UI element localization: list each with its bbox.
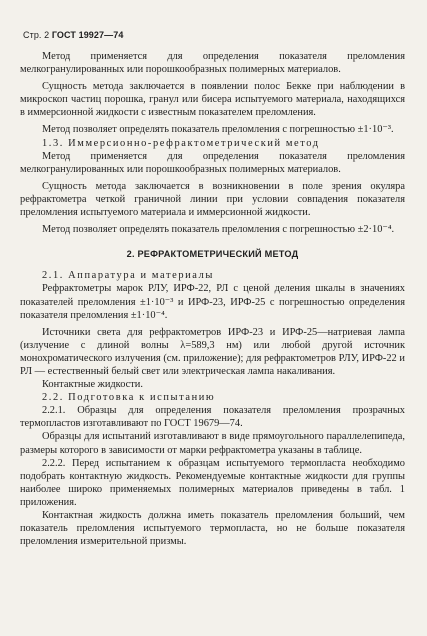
paragraph: Контактные жидкости. xyxy=(42,379,143,391)
subsection-title: 2.1. Аппаратура и материалы xyxy=(42,270,214,282)
document-body xyxy=(20,50,405,548)
paragraph: Рефрактометры марок РЛУ, ИРФ-22, РЛ с ценой деления шкалы в значениях показателей преломления ±1·10⁻³ и ИРФ-23, ИРФ-25 с погрешностью определения показателя преломления ±1·10⁻⁴. xyxy=(20,283,405,321)
page-header xyxy=(23,30,123,40)
section-heading: 2. РЕФРАКТОМЕТРИЧЕСКИЙ МЕТОД xyxy=(126,249,299,260)
paragraph: Метод применяется для определения показателя преломления мелкогранулированных или порошкообразных полимерных материалов. xyxy=(20,150,405,175)
paragraph: 2.2.1. Образцы для определения показателя преломления прозрачных термопластов изготавливают по ГОСТ 19679—74. xyxy=(20,405,405,430)
section-title: 1.3. Иммерсионно-рефрактометрический метод xyxy=(42,137,320,149)
paragraph: Образцы для испытаний изготавливают в виде прямоугольного параллелепипеда, размеры которого в зависимости от марки рефрактометра указаны в таблице. xyxy=(20,431,405,456)
paragraph: Метод позволяет определять показатель преломления с погрешностью ±2·10⁻⁴. xyxy=(42,224,395,236)
subsection-title: 2.2. Подготовка к испытанию xyxy=(42,392,216,404)
paragraph: 2.2.2. Перед испытанием к образцам испытуемого термопласта необходимо подобрать контактную жидкость. Рекомендуемые контактные жидкости для группы наиболее широко применяемых полимерных материалов приведены в табл. 1 приложения. xyxy=(20,457,405,508)
page-number: Стр. 2 xyxy=(23,30,50,40)
paragraph: Сущность метода заключается в появлении полос Бекке при наблюдении в микроскоп частиц порошка, гранул или бисера испытуемого материала, находящихся в иммерсионной жидкости с известным показателем преломления. xyxy=(20,81,405,119)
paragraph: Источники света для рефрактометров ИРФ-23 и ИРФ-25—натриевая лампа (излучение с длиной волны λ=589,3 нм) или любой другой источник монохроматического излучения (см. приложение); для рефрактометров РЛУ, ИРФ-22 и РЛ — естественный белый свет или электрическая лампа накаливания. xyxy=(20,326,405,377)
paragraph: Метод позволяет определять показатель преломления с погрешностью ±1·10⁻³. xyxy=(42,124,394,136)
paragraph: Метод применяется для определения показателя преломления мелкогранулированных или порошкообразных полимерных материалов. xyxy=(20,51,405,76)
paragraph: Сущность метода заключается в возникновении в поле зрения окуляра рефрактометра четкой граничной линии при условии совпадения показателя преломления испытуемого материала и иммерсионной жидкости. xyxy=(20,180,405,219)
paragraph: Контактная жидкость должна иметь показатель преломления больший, чем показатель преломления испытуемого термопласта, но не больше показателя преломления измерительной призмы. xyxy=(20,510,405,548)
standard-number: ГОСТ 19927—74 xyxy=(51,30,124,40)
